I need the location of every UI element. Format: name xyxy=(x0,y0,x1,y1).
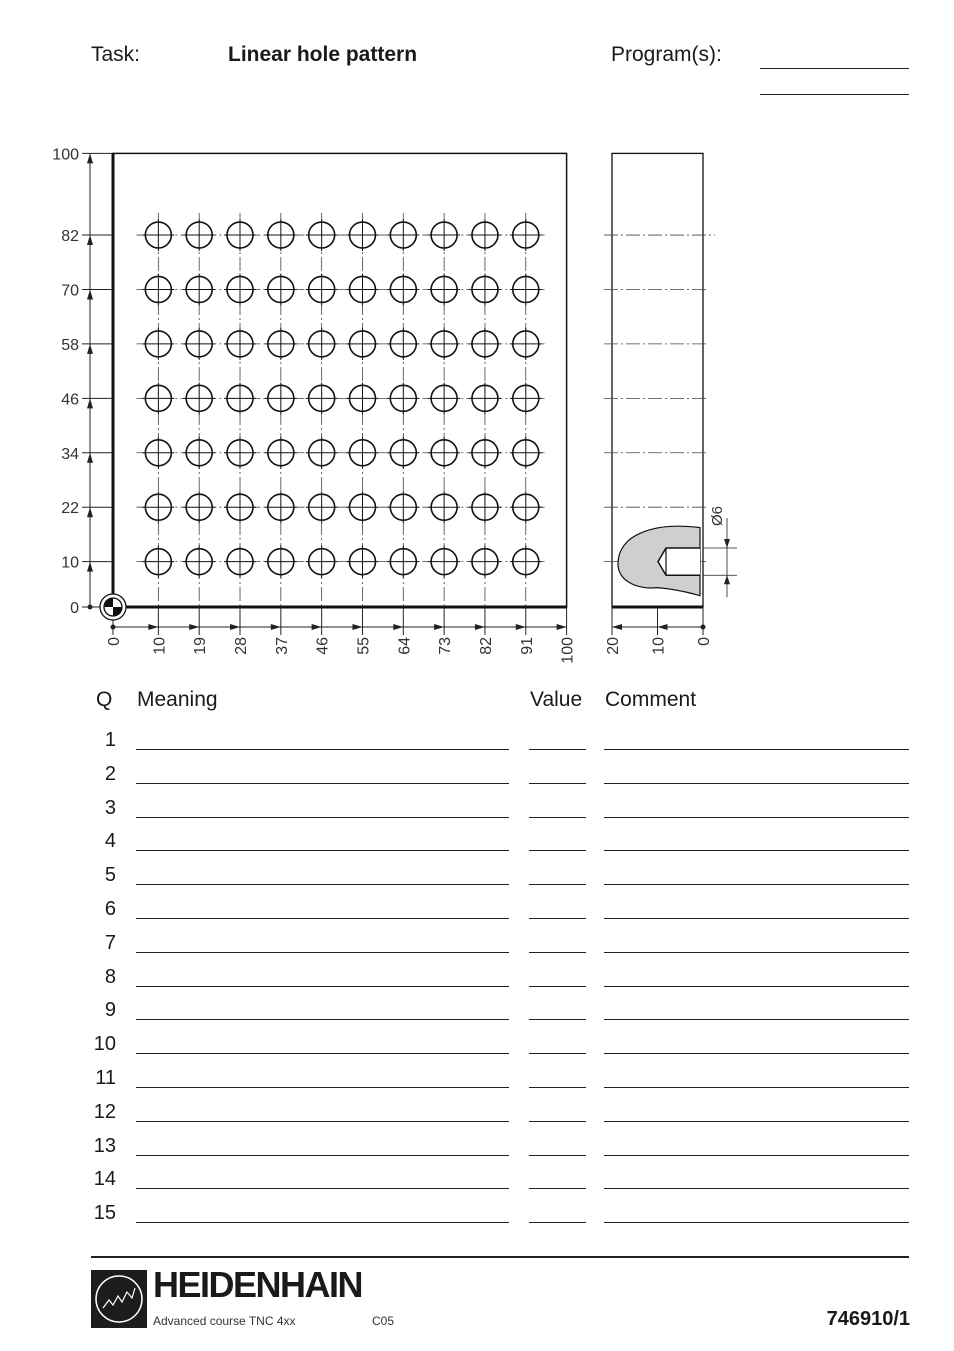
diameter-arrow xyxy=(724,539,730,548)
value-field[interactable] xyxy=(529,986,586,987)
y-tick-arrow xyxy=(87,235,93,245)
col-value-header: Value xyxy=(530,688,583,711)
comment-field[interactable] xyxy=(604,1222,909,1223)
x-tick-label: 82 xyxy=(477,637,495,655)
x-tick-label: 73 xyxy=(437,637,455,655)
z-tick-label: 10 xyxy=(650,637,668,655)
value-field[interactable] xyxy=(529,1121,586,1122)
course-code: C05 xyxy=(372,1314,395,1328)
comment-field[interactable] xyxy=(604,1019,909,1020)
col-meaning-header: Meaning xyxy=(137,688,218,711)
brand-name: HEIDENHAIN xyxy=(153,1264,363,1305)
z-tick-label: 0 xyxy=(696,637,713,646)
diameter-label: Ø6 xyxy=(709,506,726,527)
task-title: Linear hole pattern xyxy=(228,43,418,66)
x-tick-arrow xyxy=(312,624,322,630)
value-field[interactable] xyxy=(529,749,586,750)
y-tick-arrow xyxy=(87,289,93,299)
value-field[interactable] xyxy=(529,1155,586,1156)
value-field[interactable] xyxy=(529,1222,586,1223)
value-field[interactable] xyxy=(529,1053,586,1054)
y-tick-arrow xyxy=(87,398,93,408)
y-tick-arrow xyxy=(87,507,93,517)
programs-label: Program(s): xyxy=(611,43,722,66)
x-tick-arrow xyxy=(393,624,403,630)
doc-number: 746910/1 xyxy=(826,1308,910,1330)
workpiece-outline xyxy=(113,153,567,607)
meaning-field[interactable] xyxy=(136,1188,509,1189)
q-number: 2 xyxy=(104,762,116,785)
y-tick-label: 10 xyxy=(61,554,79,572)
course-name: Advanced course TNC 4xx xyxy=(153,1314,296,1328)
comment-field[interactable] xyxy=(604,986,909,987)
y-tick-label: 82 xyxy=(61,228,79,246)
y-tick-label: 0 xyxy=(70,600,79,617)
q-number: 5 xyxy=(104,864,116,887)
col-q-header: Q xyxy=(96,688,113,711)
x-tick-label: 64 xyxy=(396,637,414,655)
value-field[interactable] xyxy=(529,952,586,953)
col-comment-header: Comment xyxy=(605,688,697,711)
y-tick-label: 70 xyxy=(61,282,79,300)
q-number: 13 xyxy=(93,1134,116,1157)
meaning-field[interactable] xyxy=(136,986,509,987)
task-label: Task: xyxy=(91,43,141,66)
q-number: 15 xyxy=(93,1202,116,1225)
comment-field[interactable] xyxy=(604,1188,909,1189)
comment-field[interactable] xyxy=(604,918,909,919)
comment-field[interactable] xyxy=(604,850,909,851)
x-tick-label: 46 xyxy=(314,637,332,655)
comment-field[interactable] xyxy=(604,1053,909,1054)
x-tick-arrow xyxy=(230,624,240,630)
x-tick-label: 19 xyxy=(192,637,210,655)
x-tick-arrow xyxy=(516,624,526,630)
q-number: 10 xyxy=(93,1033,116,1056)
comment-field[interactable] xyxy=(604,749,909,750)
y-tick-label: 58 xyxy=(61,336,79,354)
x-tick-arrow xyxy=(475,624,485,630)
value-field[interactable] xyxy=(529,783,586,784)
x-tick-label: 100 xyxy=(559,637,577,664)
meaning-field[interactable] xyxy=(136,1222,509,1223)
meaning-field[interactable] xyxy=(136,918,509,919)
x-tick-arrow xyxy=(434,624,444,630)
x-tick-label: 28 xyxy=(233,637,251,655)
meaning-field[interactable] xyxy=(136,783,509,784)
y-tick-arrow xyxy=(87,562,93,572)
y-tick-label: 34 xyxy=(61,445,79,463)
value-field[interactable] xyxy=(529,1019,586,1020)
x-tick-label: 91 xyxy=(518,637,536,655)
meaning-field[interactable] xyxy=(136,952,509,953)
value-field[interactable] xyxy=(529,884,586,885)
side-view xyxy=(604,153,737,654)
q-number: 4 xyxy=(104,830,116,853)
meaning-field[interactable] xyxy=(136,1087,509,1088)
x-tick-label: 0 xyxy=(106,637,123,646)
y-tick-arrow xyxy=(87,344,93,354)
x-tick-label: 10 xyxy=(151,637,169,655)
comment-field[interactable] xyxy=(604,1087,909,1088)
y-tick-label: 46 xyxy=(61,391,79,409)
q-number: 12 xyxy=(93,1100,116,1123)
q-number: 1 xyxy=(104,729,116,751)
comment-field[interactable] xyxy=(604,884,909,885)
q-number: 3 xyxy=(104,796,116,819)
footer-rule xyxy=(91,1256,909,1258)
value-field[interactable] xyxy=(529,817,586,818)
drilled-hole-profile xyxy=(658,548,700,575)
y-tick-label: 22 xyxy=(61,500,79,518)
comment-field[interactable] xyxy=(604,1121,909,1122)
x-tick-label: 55 xyxy=(355,637,373,655)
q-number: 7 xyxy=(104,931,116,954)
x-tick-arrow xyxy=(352,624,362,630)
meaning-field[interactable] xyxy=(136,850,509,851)
heidenhain-logo-icon xyxy=(91,1270,147,1328)
x-tick-arrow xyxy=(189,624,199,630)
value-field[interactable] xyxy=(529,1087,586,1088)
diameter-arrow xyxy=(724,575,730,584)
meaning-field[interactable] xyxy=(136,1053,509,1054)
comment-field[interactable] xyxy=(604,817,909,818)
meaning-field[interactable] xyxy=(136,1019,509,1020)
meaning-field[interactable] xyxy=(136,1155,509,1156)
meaning-field[interactable] xyxy=(136,749,509,750)
comment-field[interactable] xyxy=(604,783,909,784)
comment-field[interactable] xyxy=(604,952,909,953)
x-tick-arrow xyxy=(557,624,567,630)
y-tick-label: 100 xyxy=(52,146,79,164)
meaning-field[interactable] xyxy=(136,884,509,885)
front-view xyxy=(52,146,576,663)
q-number: 6 xyxy=(104,898,116,920)
q-number: 11 xyxy=(95,1067,116,1089)
q-number: 9 xyxy=(104,999,116,1022)
x-tick-label: 37 xyxy=(273,637,291,655)
q-number: 8 xyxy=(104,965,116,988)
x-tick-arrow xyxy=(148,624,158,630)
meaning-field[interactable] xyxy=(136,1121,509,1122)
x-tick-arrow xyxy=(271,624,281,630)
comment-field[interactable] xyxy=(604,1155,909,1156)
q-number: 14 xyxy=(93,1168,116,1191)
y-tick-arrow xyxy=(87,453,93,463)
value-field[interactable] xyxy=(529,1188,586,1189)
meaning-field[interactable] xyxy=(136,817,509,818)
value-field[interactable] xyxy=(529,850,586,851)
z-tick-arrow xyxy=(658,624,668,630)
value-field[interactable] xyxy=(529,918,586,919)
y-tick-arrow xyxy=(87,153,93,163)
z-tick-arrow xyxy=(612,624,622,630)
z-tick-label: 20 xyxy=(605,637,622,655)
